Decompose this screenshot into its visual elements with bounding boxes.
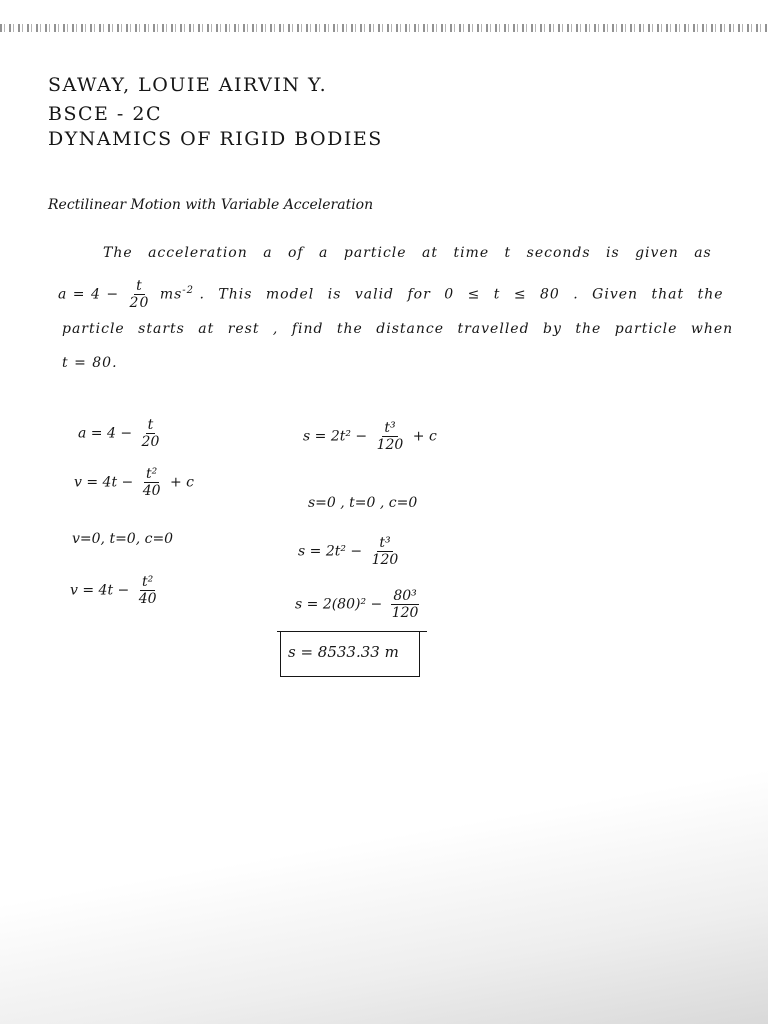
fraction-numerator: t³ xyxy=(384,420,396,436)
fraction-numerator: t² xyxy=(142,574,154,590)
fraction-numerator: t xyxy=(147,417,154,433)
acceleration-lhs: a = 4 − xyxy=(58,286,120,303)
integration-constant: + c xyxy=(170,474,195,491)
problem-line-3: particle starts at rest , find the distance travelled by the particle when xyxy=(62,321,734,337)
unit-exponent: -2 xyxy=(182,284,195,296)
fraction-denominator: 120 xyxy=(376,437,404,454)
problem-line-2-rest: . This model is valid for 0 ≤ t ≤ 80 . Given that the xyxy=(199,286,724,303)
final-answer: s = 8533.33 m xyxy=(288,643,399,661)
eq-lhs: s = 2t² − xyxy=(298,543,363,560)
integration-constant: + c xyxy=(412,428,437,445)
eq-fraction xyxy=(137,574,159,607)
subject-title: DYNAMICS OF RIGID BODIES xyxy=(48,128,383,150)
eq-lhs: s = 2t² − xyxy=(303,428,368,445)
eq-displacement-substituted xyxy=(295,588,423,621)
course-section: BSCE - 2C xyxy=(48,103,163,125)
eq-fraction xyxy=(375,420,406,453)
fraction-denominator: 20 xyxy=(129,295,150,312)
fraction-numerator: 80³ xyxy=(393,588,417,604)
fraction-denominator: 120 xyxy=(371,552,399,569)
fraction-numerator: t³ xyxy=(379,535,391,551)
eq-lhs: v = 4t − xyxy=(70,582,130,599)
fraction-denominator: 20 xyxy=(141,434,160,451)
eq-velocity xyxy=(74,466,194,499)
eq-velocity-final xyxy=(70,574,162,607)
eq-lhs: v = 4t − xyxy=(74,474,134,491)
unit: ms xyxy=(159,286,183,303)
eq-lhs: s = 2(80)² − xyxy=(295,596,383,613)
fraction-denominator: 40 xyxy=(138,591,157,608)
fraction-numerator: t² xyxy=(146,466,158,482)
eq-displacement xyxy=(303,420,437,453)
displacement-initial-conditions: s=0 , t=0 , c=0 xyxy=(308,495,418,511)
eq-fraction xyxy=(140,417,162,450)
acceleration-fraction xyxy=(128,278,152,311)
student-name: SAWAY, LOUIE AIRVIN Y. xyxy=(48,74,328,96)
eq-acceleration xyxy=(78,417,164,450)
eq-lhs: a = 4 − xyxy=(78,425,133,442)
fraction-denominator: 120 xyxy=(391,605,419,622)
fraction-denominator: 40 xyxy=(142,483,161,500)
fraction-numerator: t xyxy=(136,278,143,294)
eq-fraction xyxy=(141,466,163,499)
eq-fraction xyxy=(390,588,421,621)
topic-title: Rectilinear Motion with Variable Acceleration xyxy=(48,197,374,213)
eq-fraction xyxy=(370,535,401,568)
velocity-initial-conditions: v=0, t=0, c=0 xyxy=(72,531,174,547)
problem-line-1: The acceleration a of a particle at time t seconds is given as xyxy=(103,245,712,261)
eq-displacement-simplified xyxy=(298,535,403,568)
problem-line-2 xyxy=(58,278,724,311)
problem-line-4: t = 80. xyxy=(62,355,118,371)
perforated-top-edge xyxy=(0,24,768,32)
